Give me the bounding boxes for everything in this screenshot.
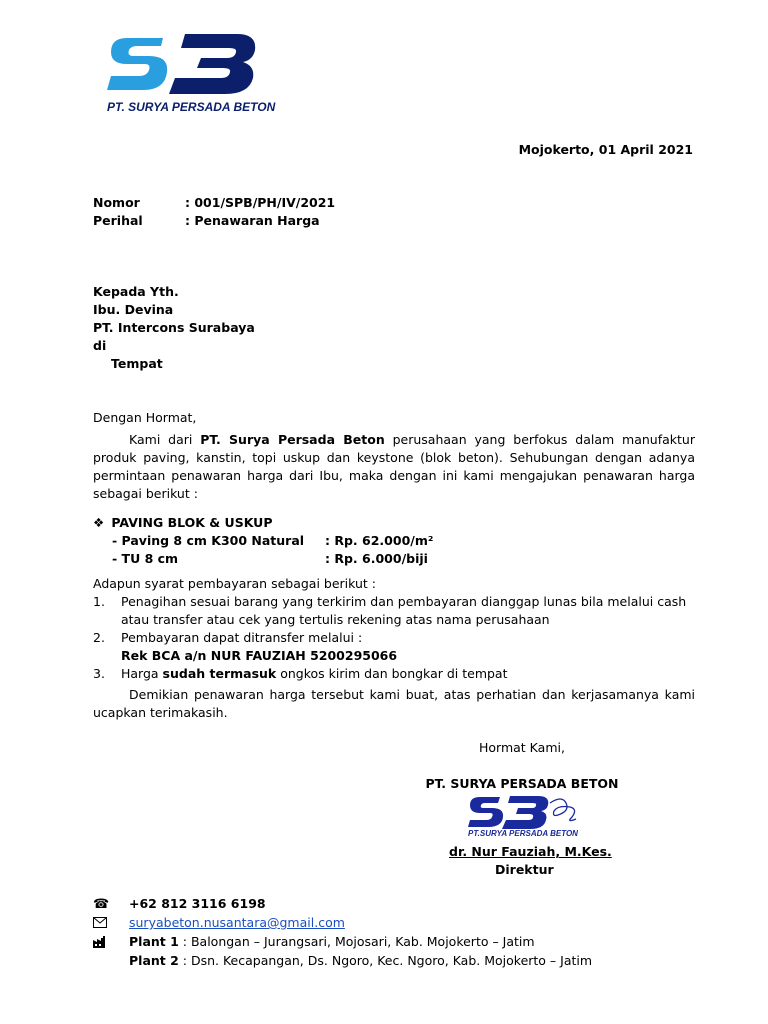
signature-stamp [466, 793, 586, 843]
plant-1-text: : Balongan – Jurangsari, Mojosari, Kab. Mojokerto – Jatim [178, 934, 535, 949]
plant-2-text: : Dsn. Kecapangan, Ds. Ngoro, Kec. Ngoro, Kab. Mojokerto – Jatim [178, 953, 593, 968]
signatory-name: dr. Nur Fauziah, M.Kes. [449, 844, 612, 859]
term-1-number: 1. [93, 594, 105, 609]
signature-company: PT. SURYA PERSADA BETON [425, 776, 619, 791]
plant-2-label: Plant 2 [129, 953, 179, 968]
term-3-number: 3. [93, 666, 105, 681]
term-1-line-2: atau transfer atau cek yang tertulis rekening atas nama perusahaan [121, 612, 550, 627]
products-heading [93, 514, 273, 532]
company-logo [105, 30, 276, 122]
diamond-bullet-icon: ❖ [93, 515, 105, 530]
plant-1-label: Plant 1 [129, 934, 179, 949]
recipient-line-1: Kepada Yth. [93, 284, 179, 299]
term-3-post: ongkos kirim dan bongkar di tempat [276, 666, 508, 681]
intro-text-1: Kami dari [129, 432, 201, 447]
telephone-icon: ☎ [93, 897, 110, 912]
recipient-line-2: Ibu. Devina [93, 302, 174, 317]
term-3-bold: sudah termasuk [162, 666, 277, 681]
nomor-value: : 001/SPB/PH/IV/2021 [185, 195, 336, 210]
stamp-caption: PT.SURYA PERSADA BETON [468, 829, 578, 838]
intro-paragraph [93, 431, 695, 503]
recipient-line-3: PT. Intercons Surabaya [93, 320, 255, 335]
product-2-name: - TU 8 cm [112, 551, 179, 566]
factory-icon [93, 936, 109, 950]
term-3-pre: Harga [121, 666, 163, 681]
perihal-value: : Penawaran Harga [185, 213, 320, 228]
intro-company: PT. Surya Persada Beton [200, 432, 385, 447]
product-1-name: - Paving 8 cm K300 Natural [112, 533, 305, 548]
product-1-price: : Rp. 62.000/m² [325, 533, 434, 548]
term-2-line-2: Rek BCA a/n NUR FAUZIAH 5200295066 [121, 648, 398, 663]
signatory-title: Direktur [495, 862, 554, 877]
term-1-line-1: Penagihan sesuai barang yang terkirim dan pembayaran dianggap lunas bila melalui cash [121, 594, 687, 609]
letter-date: Mojokerto, 01 April 2021 [518, 142, 693, 157]
product-2-price: : Rp. 6.000/biji [325, 551, 428, 566]
email-link[interactable] [129, 914, 345, 932]
greeting: Dengan Hormat, [93, 410, 197, 425]
recipient-line-4: di [93, 338, 107, 353]
nomor-label: Nomor [93, 195, 140, 210]
perihal-label: Perihal [93, 213, 143, 228]
phone-number: +62 812 3116 6198 [129, 896, 266, 911]
terms-intro: Adapun syarat pembayaran sebagai berikut : [93, 576, 377, 591]
term-3-text [121, 665, 508, 683]
plant-1 [129, 933, 535, 951]
envelope-icon [93, 917, 109, 931]
logo-mark [105, 30, 265, 100]
intro-text-2: perusahaan yang berfokus dalam manufaktur produk paving, kanstin, topi uskup dan keystone (blok beton). Sehubungan dengan adanya permintaan penawaran harga dari Ibu, maka dengan ini kami mengajukan penawaran harga sebagai berikut : [93, 432, 695, 501]
term-2-line-1: Pembayaran dapat ditransfer melalui : [121, 630, 363, 645]
closing-paragraph: Demikian penawaran harga tersebut kami buat, atas perhatian dan kerjasamanya kami ucapkan terimakasih. [93, 687, 695, 720]
recipient-line-5: Tempat [111, 356, 163, 371]
logo-caption: PT. SURYA PERSADA BETON [107, 100, 276, 114]
plant-2 [129, 952, 592, 970]
email-address[interactable]: suryabeton.nusantara@gmail.com [129, 915, 345, 930]
term-2-number: 2. [93, 630, 105, 645]
products-heading-text: PAVING BLOK & USKUP [111, 515, 273, 530]
regards: Hormat Kami, [479, 740, 565, 755]
